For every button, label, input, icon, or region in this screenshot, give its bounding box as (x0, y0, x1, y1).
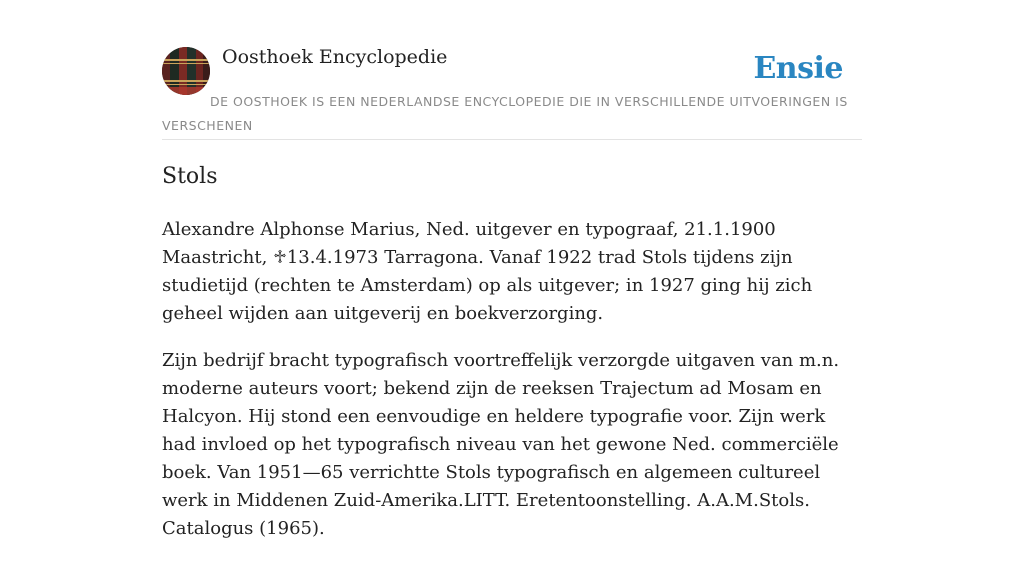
article-paragraph: Alexandre Alphonse Marius, Ned. uitgever en typograaf, 21.1.1900 Maastricht, ♱13.4.1973 Tarragona. Vanaf 1922 trad Stols tijdens zijn studietijd (rechten te Amsterdam) op als uitgever; in 1927 ging hij zich geheel wijden aan uitgeverij en boekverzorging. (162, 219, 813, 324)
article-body (162, 216, 862, 562)
page-container (162, 0, 862, 539)
site-header (162, 0, 862, 140)
site-tagline: DE OOSTHOEK IS EEN NEDERLANDSE ENCYCLOPEDIE DIE IN VERSCHILLENDE UITVOERINGEN IS VERSCHENEN (162, 94, 848, 133)
book-spines-avatar-icon[interactable] (162, 47, 210, 95)
site-title[interactable]: Oosthoek Encyclopedie (222, 46, 448, 68)
brand-logo[interactable]: Ensie (753, 51, 843, 86)
article-paragraph: Zijn bedrijf bracht typografisch voortreffelijk verzorgde uitgaven van m.n. moderne auteurs voort; bekend zijn de reeksen Trajectum ad Mosam en Halcyon. Hij stond een eenvoudige en heldere typografie voor. Zijn werk had invloed op het typografisch niveau van het gewone Ned. commerciële boek. Van 1951—65 verrichtte Stols typografisch en algemeen cultureel werk in Middenen Zuid-Amerika.LITT. Eretentoonstelling. A.A.M.Stols. Catalogus (1965). (162, 350, 840, 539)
article-title: Stols (162, 164, 218, 189)
